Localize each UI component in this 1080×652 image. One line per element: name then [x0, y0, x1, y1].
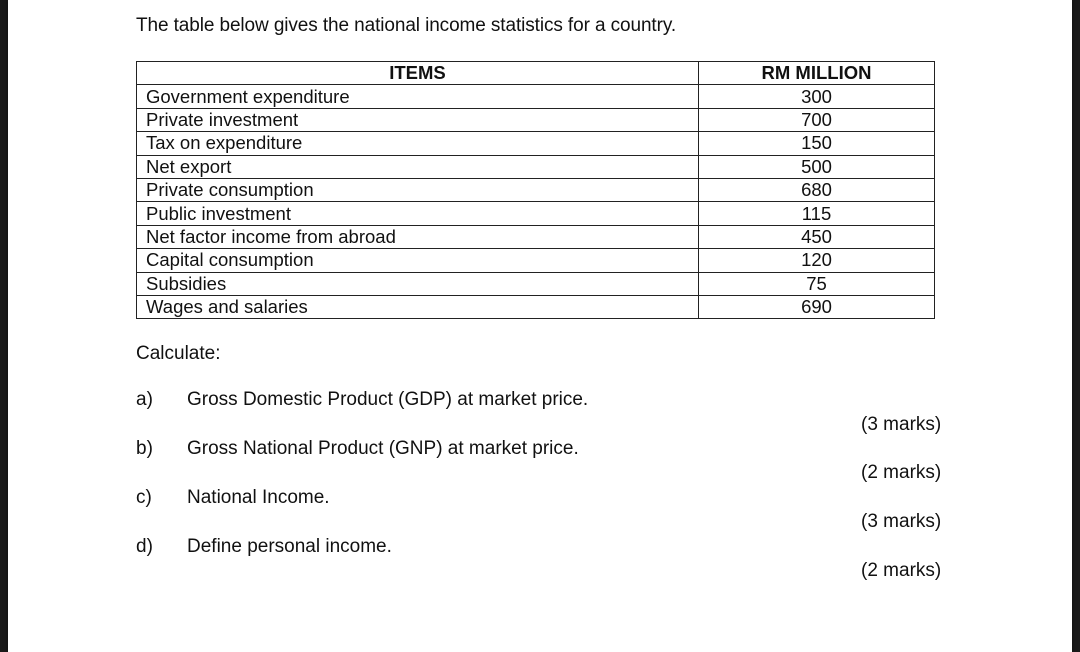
question-letter: b)	[136, 438, 153, 459]
item-cell: Public investment	[137, 202, 699, 225]
table-row	[137, 108, 935, 131]
items-column-header: ITEMS	[137, 62, 699, 85]
question-text: Define personal income.	[187, 536, 392, 557]
value-cell: 450	[699, 225, 935, 248]
document-page	[8, 0, 1072, 652]
item-cell: Capital consumption	[137, 249, 699, 272]
amount-column-header: RM MILLION	[699, 62, 935, 85]
question-text: Gross Domestic Product (GDP) at market price.	[187, 389, 589, 410]
item-cell: Private consumption	[137, 178, 699, 201]
marks-b: (2 marks)	[861, 462, 942, 483]
intro-text: The table below gives the national income statistics for a country.	[136, 15, 677, 36]
table-row	[137, 85, 935, 108]
calculate-label: Calculate:	[136, 343, 221, 364]
item-cell: Net export	[137, 155, 699, 178]
question-d	[136, 536, 392, 558]
item-cell: Subsidies	[137, 272, 699, 295]
question-letter: d)	[136, 536, 153, 557]
table-row	[137, 202, 935, 225]
table-row	[137, 178, 935, 201]
value-cell: 150	[699, 132, 935, 155]
table-row	[137, 295, 935, 318]
item-cell: Wages and salaries	[137, 295, 699, 318]
table-header-row	[137, 62, 935, 85]
marks-d: (2 marks)	[861, 560, 942, 581]
item-cell: Net factor income from abroad	[137, 225, 699, 248]
table-row	[137, 272, 935, 295]
question-letter: c)	[136, 487, 152, 508]
value-cell: 690	[699, 295, 935, 318]
question-text: National Income.	[187, 487, 330, 508]
value-cell: 300	[699, 85, 935, 108]
item-cell: Government expenditure	[137, 85, 699, 108]
value-cell: 120	[699, 249, 935, 272]
marks-a: (3 marks)	[861, 414, 942, 435]
marks-c: (3 marks)	[861, 511, 942, 532]
value-cell: 700	[699, 108, 935, 131]
item-cell: Private investment	[137, 108, 699, 131]
table-row	[137, 155, 935, 178]
table-row	[137, 225, 935, 248]
question-b	[136, 438, 579, 460]
table-row	[137, 132, 935, 155]
question-letter: a)	[136, 389, 153, 410]
value-cell: 680	[699, 178, 935, 201]
value-cell: 75	[699, 272, 935, 295]
item-cell: Tax on expenditure	[137, 132, 699, 155]
question-text: Gross National Product (GNP) at market price.	[187, 438, 579, 459]
national-income-table	[136, 61, 935, 319]
question-c	[136, 487, 330, 509]
value-cell: 115	[699, 202, 935, 225]
table-row	[137, 249, 935, 272]
question-a	[136, 389, 588, 411]
value-cell: 500	[699, 155, 935, 178]
